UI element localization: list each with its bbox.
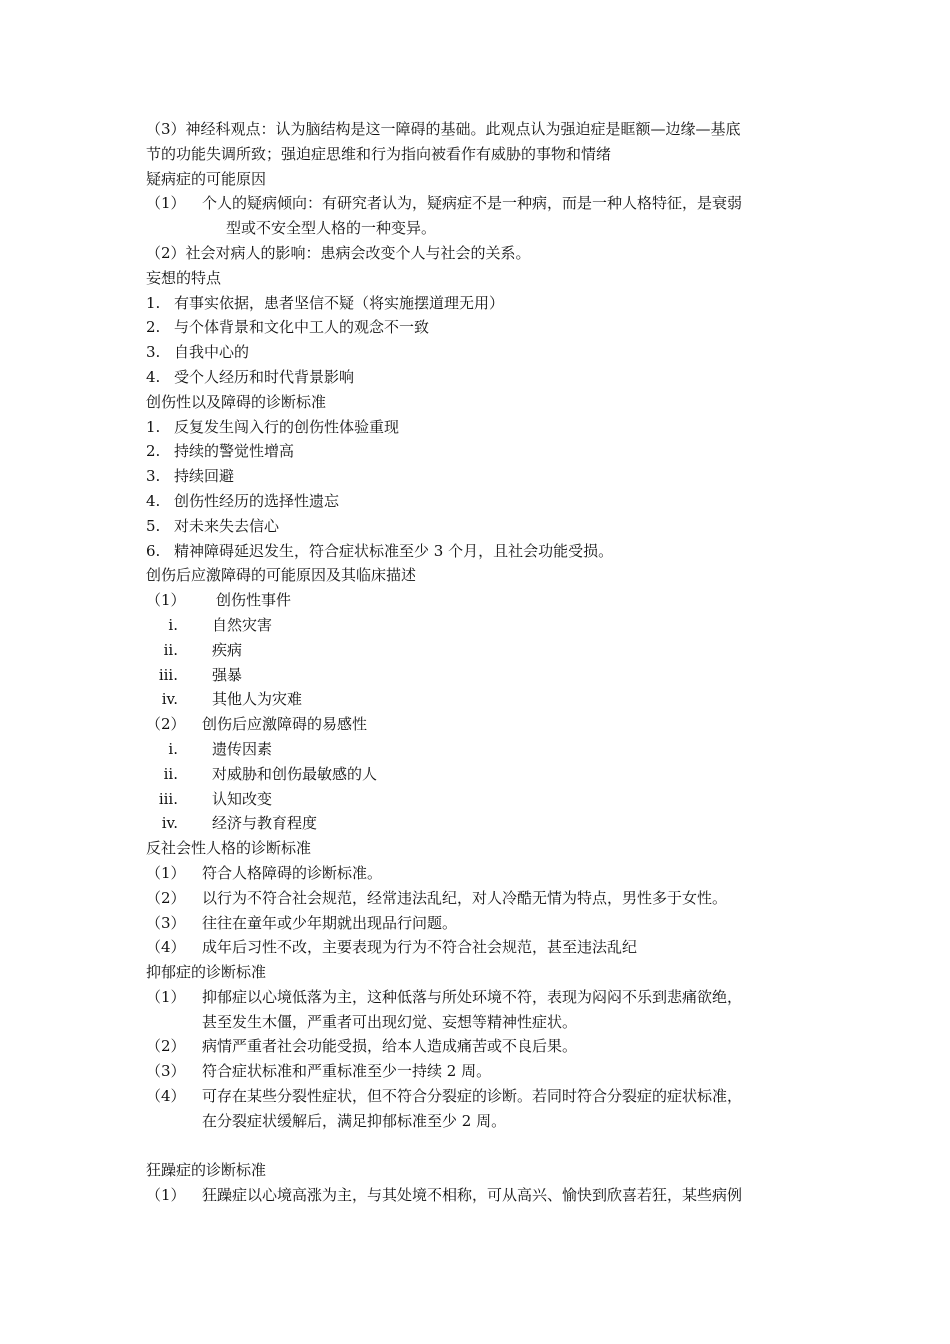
section-title-antisocial: 反社会性人格的诊断标准 bbox=[146, 839, 312, 858]
list-marker: 2. bbox=[146, 318, 161, 337]
list-item-text: 持续的警觉性增高 bbox=[174, 442, 295, 461]
list-item-line: 型或不安全型人格的一种变异。 bbox=[226, 219, 437, 238]
list-marker: （2） bbox=[146, 888, 186, 907]
list-item-text bbox=[202, 1084, 816, 1134]
list-marker: （1） bbox=[146, 591, 186, 610]
section-title-delusion: 妄想的特点 bbox=[146, 268, 222, 287]
list-marker: （1） bbox=[146, 987, 186, 1006]
list-item bbox=[146, 464, 816, 489]
list-marker: i. bbox=[168, 615, 178, 634]
list-marker: iv. bbox=[161, 690, 178, 709]
list-marker: （1） bbox=[146, 194, 186, 213]
list-item-line: 抑郁症以心境低落为主，这种低落与所处环境不符，表现为闷闷不乐到悲痛欲绝， bbox=[202, 987, 743, 1006]
list-item bbox=[146, 935, 816, 960]
list-item-text bbox=[202, 191, 816, 241]
list-item-text: 经济与教育程度 bbox=[212, 814, 318, 833]
list-item-text: 往往在童年或少年期就出现品行问题。 bbox=[202, 913, 458, 932]
list-marker: iv. bbox=[161, 814, 178, 833]
list-item-text: 有事实依据，患者坚信不疑（将实施摆道理无用） bbox=[174, 293, 505, 312]
list-item bbox=[146, 340, 816, 365]
list-marker: iii. bbox=[158, 789, 178, 808]
list-item bbox=[146, 1183, 816, 1208]
list-item-line: 甚至发生木僵，严重者可出现幻觉、妄想等精神性症状。 bbox=[202, 1012, 578, 1031]
list-marker: 3. bbox=[146, 467, 161, 486]
section-title-mania: 狂躁症的诊断标准 bbox=[146, 1161, 267, 1180]
list-item-line: 个人的疑病倾向：有研究者认为，疑病症不是一种病，而是一种人格特征，是衰弱 bbox=[202, 194, 743, 213]
list-marker: 4. bbox=[146, 491, 161, 510]
list-marker: iii. bbox=[158, 665, 178, 684]
list-item-text: 自然灾害 bbox=[212, 615, 273, 634]
list-item bbox=[146, 315, 816, 340]
list-item-text: 自我中心的 bbox=[174, 343, 250, 362]
list-item-text: 受个人经历和时代背景影响 bbox=[174, 367, 355, 386]
list-marker: 5. bbox=[146, 516, 161, 535]
list-item-text: 创伤性经历的选择性遗忘 bbox=[174, 491, 340, 510]
list-item-text: 对威胁和创伤最敏感的人 bbox=[212, 764, 378, 783]
list-item-line: 可存在某些分裂性症状，但不符合分裂症的诊断。若同时符合分裂症的症状标准， bbox=[202, 1087, 743, 1106]
list-marker: （1） bbox=[146, 863, 186, 882]
list-item-text: 其他人为灾难 bbox=[212, 690, 303, 709]
list-marker: 2. bbox=[146, 442, 161, 461]
sub-list-item bbox=[146, 638, 816, 663]
sub-list-item bbox=[146, 737, 816, 762]
list-item-text: 以行为不符合社会规范，经常违法乱纪，对人冷酷无情为特点，男性多于女性。 bbox=[202, 888, 728, 907]
list-item bbox=[146, 712, 816, 737]
list-item-text: 创伤后应激障碍的易感性 bbox=[202, 715, 368, 734]
list-marker: （1） bbox=[146, 1186, 186, 1205]
list-item-text: 成年后习性不改，主要表现为行为不符合社会规范，甚至违法乱纪 bbox=[202, 938, 638, 957]
list-item bbox=[146, 439, 816, 464]
list-item: （2）社会对病人的影响：患病会改变个人与社会的关系。 bbox=[146, 243, 531, 262]
list-item bbox=[146, 415, 816, 440]
list-item-text: 遗传因素 bbox=[212, 739, 273, 758]
list-item-text: 疾病 bbox=[212, 640, 243, 659]
list-item bbox=[146, 1084, 816, 1134]
list-item bbox=[146, 985, 816, 1035]
list-marker: （3） bbox=[146, 1062, 186, 1081]
sub-list-item bbox=[146, 787, 816, 812]
list-marker: i. bbox=[168, 739, 178, 758]
sub-list-item bbox=[146, 663, 816, 688]
sub-list-item bbox=[146, 762, 816, 787]
sub-list-item bbox=[146, 811, 816, 836]
list-item bbox=[146, 1034, 816, 1059]
list-item-text: 认知改变 bbox=[212, 789, 273, 808]
list-item-text: 精神障碍延迟发生，符合症状标准至少 3 个月，且社会功能受损。 bbox=[174, 541, 614, 560]
list-item-text bbox=[202, 985, 816, 1035]
list-item bbox=[146, 291, 816, 316]
section-title-trauma-criteria: 创伤性以及障碍的诊断标准 bbox=[146, 392, 327, 411]
list-marker: （3） bbox=[146, 913, 186, 932]
sub-list-item bbox=[146, 687, 816, 712]
list-item-text: 对未来失去信心 bbox=[174, 516, 280, 535]
list-marker: 1. bbox=[146, 417, 161, 436]
list-marker: （4） bbox=[146, 1087, 186, 1106]
list-item bbox=[146, 886, 816, 911]
blank-line bbox=[146, 1134, 816, 1159]
document-page bbox=[146, 117, 816, 1208]
list-item-text: 强暴 bbox=[212, 665, 243, 684]
list-item bbox=[146, 489, 816, 514]
list-marker: （2） bbox=[146, 715, 186, 734]
list-item bbox=[146, 588, 816, 613]
list-item bbox=[146, 365, 816, 390]
list-marker: ii. bbox=[163, 640, 178, 659]
list-marker: 1. bbox=[146, 293, 161, 312]
list-item bbox=[146, 514, 816, 539]
list-marker: 3. bbox=[146, 343, 161, 362]
list-item-text: 与个体背景和文化中工人的观念不一致 bbox=[174, 318, 430, 337]
list-marker: 6. bbox=[146, 541, 161, 560]
section-title-ptsd-causes: 创伤后应激障碍的可能原因及其临床描述 bbox=[146, 566, 417, 585]
intro-line-2: 节的功能失调所致；强迫症思维和行为指向被看作有威胁的事物和情绪 bbox=[146, 144, 612, 163]
list-item-text: 病情严重者社会功能受损，给本人造成痛苦或不良后果。 bbox=[202, 1037, 578, 1056]
sub-list-item bbox=[146, 613, 816, 638]
list-item bbox=[146, 191, 816, 241]
list-item bbox=[146, 539, 816, 564]
list-item-line: 在分裂症状缓解后，满足抑郁标准至少 2 周。 bbox=[202, 1111, 507, 1130]
list-item bbox=[146, 911, 816, 936]
list-item-text: 持续回避 bbox=[174, 467, 235, 486]
intro-line-1: （3）神经科观点：认为脑结构是这一障碍的基础。此观点认为强迫症是眶额—边缘—基底 bbox=[146, 120, 741, 138]
list-marker: 4. bbox=[146, 367, 161, 386]
list-marker: ii. bbox=[163, 764, 178, 783]
list-item-text: 符合症状标准和严重标准至少一持续 2 周。 bbox=[202, 1062, 492, 1081]
list-item-text: 创伤性事件 bbox=[216, 591, 292, 610]
section-title-hypochondria: 疑病症的可能原因 bbox=[146, 169, 267, 188]
list-marker: （2） bbox=[146, 1037, 186, 1056]
list-item-text: 反复发生闯入行的创伤性体验重现 bbox=[174, 417, 400, 436]
list-marker: （4） bbox=[146, 938, 186, 957]
section-title-depression: 抑郁症的诊断标准 bbox=[146, 963, 267, 982]
list-item bbox=[146, 861, 816, 886]
list-item bbox=[146, 1059, 816, 1084]
list-item-text: 狂躁症以心境高涨为主，与其处境不相称，可从高兴、愉快到欣喜若狂，某些病例 bbox=[202, 1186, 743, 1205]
list-item-text: 符合人格障碍的诊断标准。 bbox=[202, 863, 383, 882]
